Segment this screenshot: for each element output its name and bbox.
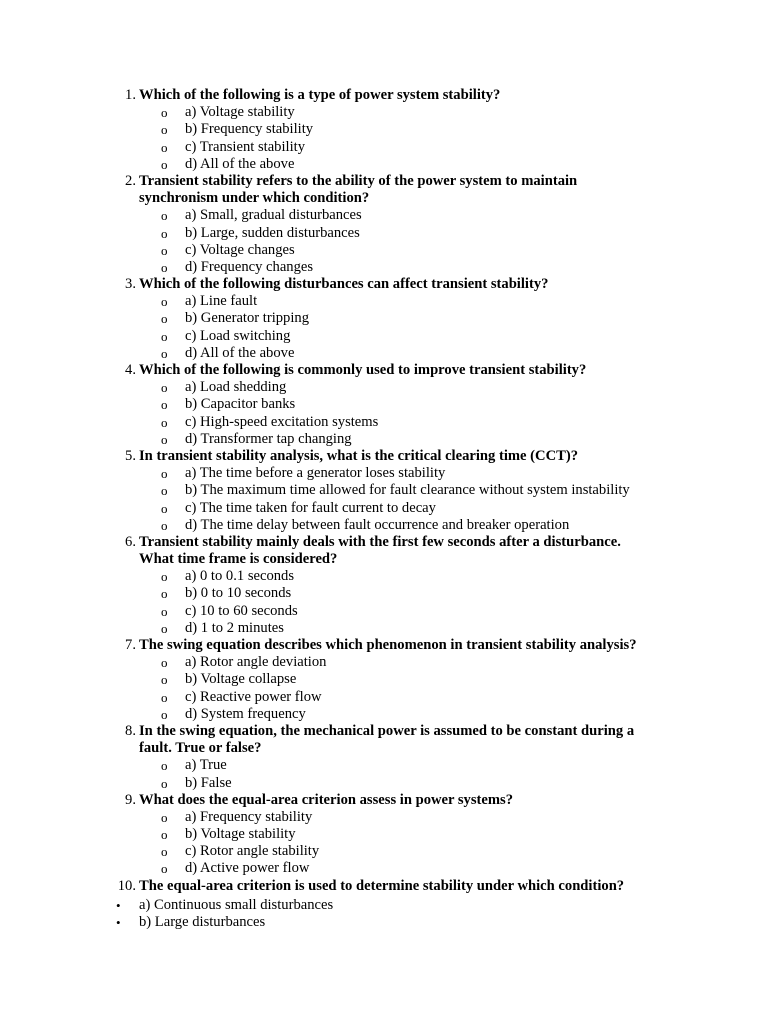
option-text: c) The time taken for fault current to decay [185,499,436,516]
question-text: In transient stability analysis, what is the critical clearing time (CCT)? [139,447,578,464]
option-item [0,156,768,173]
option-item [0,121,768,138]
question-number: 1. [125,87,136,103]
option-text: a) Line fault [185,293,258,310]
circle-bullet-icon: o [161,827,168,843]
option-item [0,414,768,431]
question-line [0,173,768,190]
dot-bullet-icon: • [116,915,121,930]
option-item [0,568,768,585]
circle-bullet-icon: o [161,311,168,327]
question-text: Which of the following disturbances can affect transient stability? [139,276,549,293]
option-item [0,139,768,156]
circle-bullet-icon: o [161,242,168,258]
circle-bullet-icon: o [161,208,168,224]
circle-bullet-icon: o [161,620,168,636]
option-item [0,620,768,637]
question-text: What time frame is considered? [139,551,338,568]
circle-bullet-icon: o [161,809,168,825]
option-item [0,310,768,327]
circle-bullet-icon: o [161,466,168,482]
circle-bullet-icon: o [161,500,168,516]
option-text: b) 0 to 10 seconds [185,585,292,602]
question-text: Transient stability refers to the ability of the power system to maintain [139,172,578,189]
circle-bullet-icon: o [161,259,168,275]
option-text: b) Large disturbances [139,914,266,930]
circle-bullet-icon: o [161,672,168,688]
option-text: a) Load shedding [185,379,287,396]
question-number: 5. [125,447,136,464]
option-item [0,104,768,121]
option-item [0,379,768,396]
option-item [0,500,768,517]
question-number: 7. [125,637,136,653]
option-item [0,517,768,534]
option-text: d) Transformer tap changing [185,430,352,447]
circle-bullet-icon: o [161,414,168,430]
circle-bullet-icon: o [161,345,168,361]
question-number: 9. [125,791,136,808]
option-item [0,465,768,482]
question-number: 10. [117,877,136,894]
option-item [0,482,768,499]
circle-bullet-icon: o [161,844,168,860]
circle-bullet-icon: o [161,517,168,533]
option-text: c) Transient stability [185,138,305,155]
question-text: Transient stability mainly deals with the first few seconds after a disturbance. [139,533,621,550]
option-text: c) Reactive power flow [185,688,322,705]
option-text: a) Rotor angle deviation [185,654,327,671]
circle-bullet-icon: o [161,569,168,585]
question-line [0,87,768,104]
option-item [0,345,768,362]
option-item [0,431,768,448]
option-text: a) 0 to 0.1 seconds [185,568,295,585]
circle-bullet-icon: o [161,397,168,413]
option-text: c) Voltage changes [185,241,295,258]
option-text: c) High-speed excitation systems [185,413,379,430]
circle-bullet-icon: o [161,861,168,877]
option-item [0,706,768,723]
question-text: synchronism under which condition? [139,190,370,207]
option-item [0,671,768,688]
question-line [0,878,768,895]
question-number: 2. [125,172,136,189]
option-text: b) Capacitor banks [185,396,296,413]
question-line [0,362,768,379]
question-line [0,551,768,568]
question-line [0,723,768,740]
option-text: b) The maximum time allowed for fault clearance without system instability [185,482,630,499]
circle-bullet-icon: o [161,706,168,722]
option-item [0,689,768,706]
option-text: b) Generator tripping [185,310,310,327]
circle-bullet-icon: o [161,380,168,396]
option-item [0,757,768,774]
circle-bullet-icon: o [161,105,168,121]
question-text: The equal-area criterion is used to determine stability under which condition? [139,877,625,894]
question-number: 6. [125,533,136,550]
option-text: b) Large, sudden disturbances [185,224,360,241]
question-text: Which of the following is commonly used to improve transient stability? [139,362,587,378]
option-item [0,775,768,792]
option-text: c) Load switching [185,327,291,344]
option-text: d) 1 to 2 minutes [185,619,284,636]
option-text: c) Rotor angle stability [185,843,320,860]
option-item [0,259,768,276]
option-item [0,843,768,860]
option-item [0,603,768,620]
circle-bullet-icon: o [161,483,168,499]
option-item [0,328,768,345]
circle-bullet-icon: o [161,139,168,155]
circle-bullet-icon: o [161,689,168,705]
option-text: a) Frequency stability [185,808,313,825]
circle-bullet-icon: o [161,328,168,344]
circle-bullet-icon: o [161,655,168,671]
option-item [0,225,768,242]
circle-bullet-icon: o [161,122,168,138]
option-text: b) Voltage collapse [185,671,297,688]
option-text: a) Continuous small disturbances [139,896,334,913]
question-line [0,534,768,551]
question-line [0,740,768,757]
option-text: a) Voltage stability [185,104,295,121]
circle-bullet-icon: o [161,758,168,774]
trailing-option-item [0,897,768,914]
question-line [0,276,768,293]
option-item [0,242,768,259]
option-item [0,654,768,671]
option-text: d) The time delay between fault occurrence and breaker operation [185,516,570,533]
option-item [0,826,768,843]
option-item [0,809,768,826]
circle-bullet-icon: o [161,586,168,602]
question-line [0,637,768,654]
circle-bullet-icon: o [161,431,168,447]
option-text: b) Voltage stability [185,826,296,843]
question-line [0,190,768,207]
circle-bullet-icon: o [161,294,168,310]
option-text: b) False [185,774,232,791]
option-text: a) True [185,757,227,774]
option-item [0,207,768,224]
trailing-option-item [0,914,768,931]
dot-bullet-icon: • [116,897,121,913]
question-text: In the swing equation, the mechanical power is assumed to be constant during a [139,722,635,739]
option-text: c) 10 to 60 seconds [185,602,298,619]
question-list [0,87,768,931]
option-text: d) All of the above [185,155,295,172]
option-item [0,293,768,310]
circle-bullet-icon: o [161,156,168,172]
circle-bullet-icon: o [161,775,168,791]
option-item [0,860,768,877]
question-number: 3. [125,276,136,293]
option-item [0,396,768,413]
question-text: The swing equation describes which phenomenon in transient stability analysis? [139,637,637,653]
option-text: b) Frequency stability [185,121,314,138]
option-text: d) System frequency [185,705,306,722]
question-text: fault. True or false? [139,740,262,757]
question-number: 8. [125,722,136,739]
question-text: Which of the following is a type of power system stability? [139,87,501,103]
question-text: What does the equal-area criterion assess in power systems? [139,791,514,808]
option-text: d) Active power flow [185,860,310,877]
option-item [0,585,768,602]
question-number: 4. [125,362,136,378]
option-text: a) The time before a generator loses stability [185,465,446,482]
question-line [0,448,768,465]
option-text: d) All of the above [185,344,295,361]
circle-bullet-icon: o [161,603,168,619]
circle-bullet-icon: o [161,225,168,241]
question-line [0,792,768,809]
option-text: d) Frequency changes [185,258,314,275]
option-text: a) Small, gradual disturbances [185,207,362,224]
